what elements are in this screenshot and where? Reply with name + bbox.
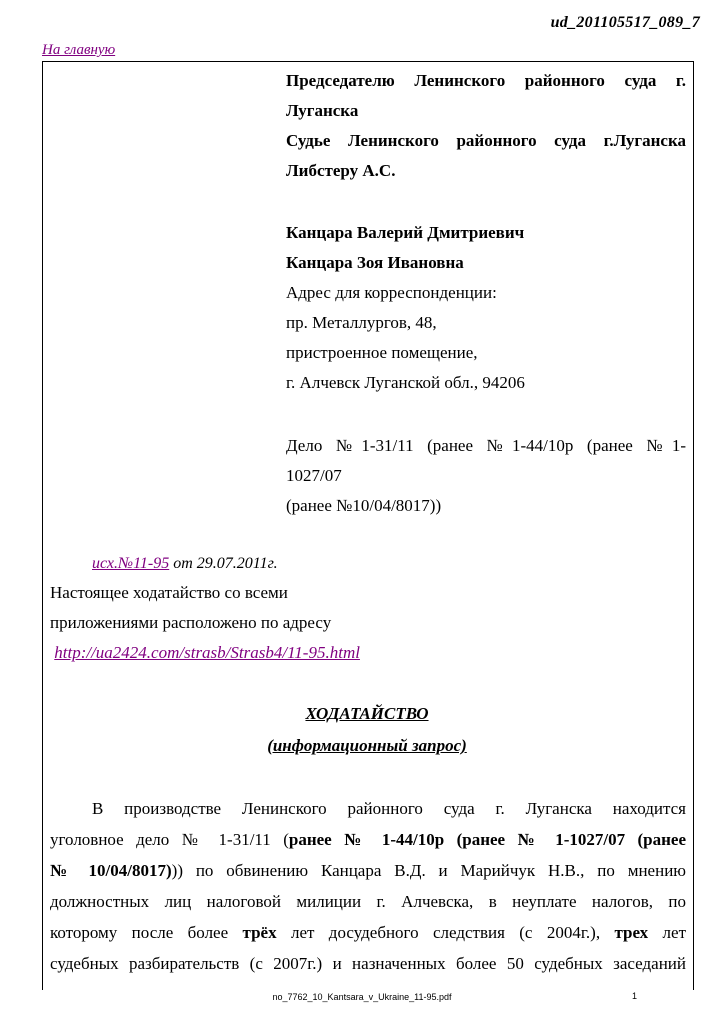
case-line: (ранее №10/04/8017)) xyxy=(286,496,442,515)
document-url-link[interactable]: http://ua2424.com/strasb/Strasb4/11-95.html xyxy=(54,643,360,662)
document-title: ХОДАТАЙСТВО xyxy=(305,704,429,723)
outgoing-reference xyxy=(92,553,278,575)
petition-body xyxy=(50,793,686,979)
sender-block xyxy=(286,218,686,398)
sender-name: Канцара Валерий Дмитриевич xyxy=(286,223,525,242)
footer-filename: no_7762_10_Kantsara_v_Ukraine_11-95.pdf xyxy=(272,992,452,1002)
notice-line: приложениями расположено по адресу xyxy=(50,613,332,632)
notice-line: Настоящее ходатайство со всеми xyxy=(50,583,288,602)
addressee-line: Председателю Ленинского районного суда г. xyxy=(286,71,686,90)
addressee-line: Либстеру А.С. xyxy=(286,161,396,180)
sender-name: Канцара Зоя Ивановна xyxy=(286,253,464,272)
case-number-block xyxy=(286,431,686,521)
case-line: 1027/07 xyxy=(286,466,342,485)
body-line: которому после более трёх лет досудебного следствия (с 2004г.), трех лет xyxy=(50,923,687,942)
addressee-line: Луганска xyxy=(286,101,359,120)
body-line: судебных разбирательств (с 2007г.) и назначенных более 50 судебных заседаний xyxy=(50,954,686,973)
body-line: уголовное дело № 1-31/11 (ранее № 1-44/10р (ранее № 1-1027/07 (ранее xyxy=(50,830,687,849)
case-line: Дело №1-31/11 (ранее №1-44/10р (ранее №1- xyxy=(286,436,686,455)
outgoing-date: от 29.07.2011г. xyxy=(169,555,278,572)
body-line: № 10/04/8017))) по обвинению Канцара В.Д. и Марийчук Н.В., по мнению xyxy=(50,861,686,880)
sender-address-line: пр. Металлургов, 48, xyxy=(286,313,437,332)
sender-address-line: Адрес для корреспонденции: xyxy=(286,283,497,302)
addressee-block xyxy=(286,66,686,186)
addressee-line: Судье Ленинского районного суда г.Луганска xyxy=(286,131,686,150)
document-subtitle: (информационный запрос) xyxy=(267,736,467,755)
footer-page-number: 1 xyxy=(632,991,638,1001)
notice-block xyxy=(50,578,450,668)
document-id: ud_201105517_089_7 xyxy=(550,14,700,31)
body-line: должностных лиц налоговой милиции г. Алчевска, в неуплате налогов, по xyxy=(50,892,686,911)
home-link[interactable]: На главную xyxy=(42,42,116,58)
sender-address-line: г. Алчевск Луганской обл., 94206 xyxy=(286,373,525,392)
outgoing-reference-link[interactable]: исх.№11-95 xyxy=(92,555,170,572)
sender-address-line: пристроенное помещение, xyxy=(286,343,478,362)
body-line: В производстве Ленинского районного суда г. Луганска находится xyxy=(92,799,686,818)
